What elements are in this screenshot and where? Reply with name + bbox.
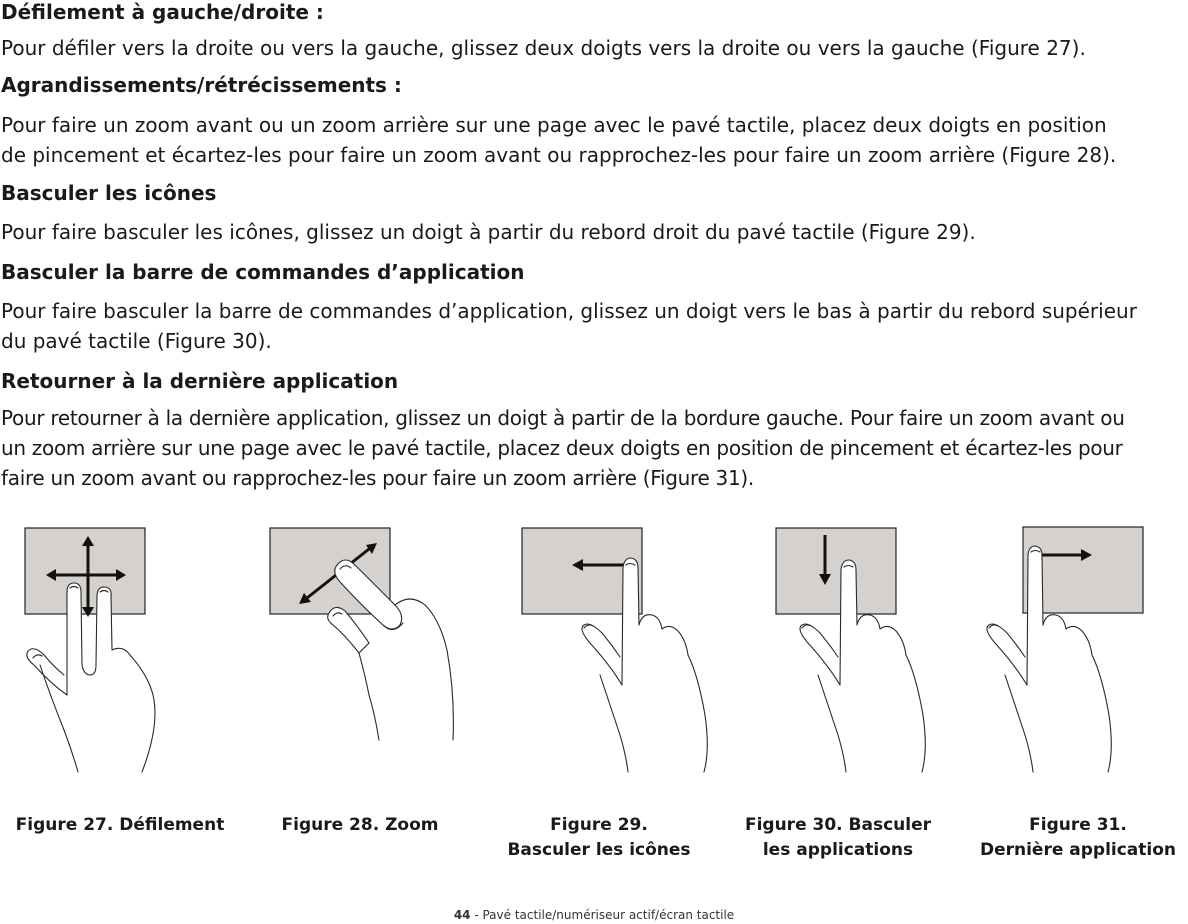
figure-30-app-commands-illustration — [773, 525, 968, 785]
figure-28-zoom-illustration — [265, 525, 460, 785]
text-line: de pincement et écartez-les pour faire un zoom avant ou rapprochez-les pour faire un zoom arrière (Figure 28). — [1, 143, 1117, 167]
section-text-toggle-icons — [1, 217, 1187, 247]
touchpad-icon — [776, 528, 896, 614]
figure-28-caption — [265, 813, 455, 838]
text-line: du pavé tactile (Figure 30). — [1, 329, 272, 353]
caption-line: Figure 28. Zoom — [281, 815, 439, 835]
text-line: faire un zoom avant ou rapprochez-les pour faire un zoom arrière (Figure 31). — [1, 466, 754, 490]
caption-line: Figure 27. Défilement — [15, 815, 225, 835]
figure-27-caption — [10, 813, 230, 838]
text-line: Pour faire basculer la barre de commandes d’application, glissez un doigt vers le bas à partir du rebord supérieur — [1, 299, 1137, 323]
caption-line: Figure 30. Basculer — [744, 815, 932, 835]
section-title-last-app: Retourner à la dernière application — [1, 369, 399, 393]
caption-line: Dernière application — [979, 840, 1177, 860]
text-line: un zoom arrière sur une page avec le pavé tactile, placez deux doigts en position de pincement et écartez-les pour — [1, 436, 1123, 460]
figure-29-toggle-icons-illustration — [520, 525, 715, 785]
caption-line: Figure 31. — [1029, 815, 1127, 835]
section-text-zoom — [1, 110, 1187, 170]
figure-29-caption — [494, 813, 704, 863]
section-text-last-app — [1, 403, 1187, 493]
text-line: Pour faire un zoom avant ou un zoom arrière sur une page avec le pavé tactile, placez deux doigts en position — [1, 113, 1107, 137]
section-title-scrolling: Défilement à gauche/droite : — [1, 0, 324, 24]
text-line: Pour retourner à la dernière application, glissez un doigt à partir de la bordure gauche. Pour faire un zoom avant ou — [1, 406, 1125, 430]
touchpad-icon — [25, 528, 145, 614]
caption-line: Basculer les icônes — [507, 840, 691, 860]
caption-line: les applications — [762, 840, 914, 860]
caption-line: Figure 29. — [550, 815, 648, 835]
section-title-app-commands: Basculer la barre de commandes d’application — [1, 260, 525, 284]
figure-30-caption — [733, 813, 943, 863]
text-line: Pour défiler vers la droite ou vers la gauche, glissez deux doigts vers la droite ou vers la gauche (Figure 27). — [1, 36, 1086, 60]
section-title-toggle-icons: Basculer les icônes — [1, 181, 217, 205]
page-footer — [0, 907, 1188, 924]
footer-separator: - — [470, 908, 483, 922]
section-text-app-commands — [1, 296, 1187, 356]
section-text-scrolling — [1, 33, 1187, 63]
figure-31-last-app-illustration — [980, 525, 1180, 785]
section-title-zoom: Agrandissements/rétrécissements : — [1, 73, 402, 97]
text-line: Pour faire basculer les icônes, glissez un doigt à partir du rebord droit du pavé tactile (Figure 29). — [1, 220, 976, 244]
page-number: 44 — [453, 908, 471, 922]
figure-31-caption — [968, 813, 1188, 863]
figure-27-scroll-illustration — [20, 525, 180, 785]
footer-text: Pavé tactile/numériseur actif/écran tactile — [482, 908, 735, 922]
